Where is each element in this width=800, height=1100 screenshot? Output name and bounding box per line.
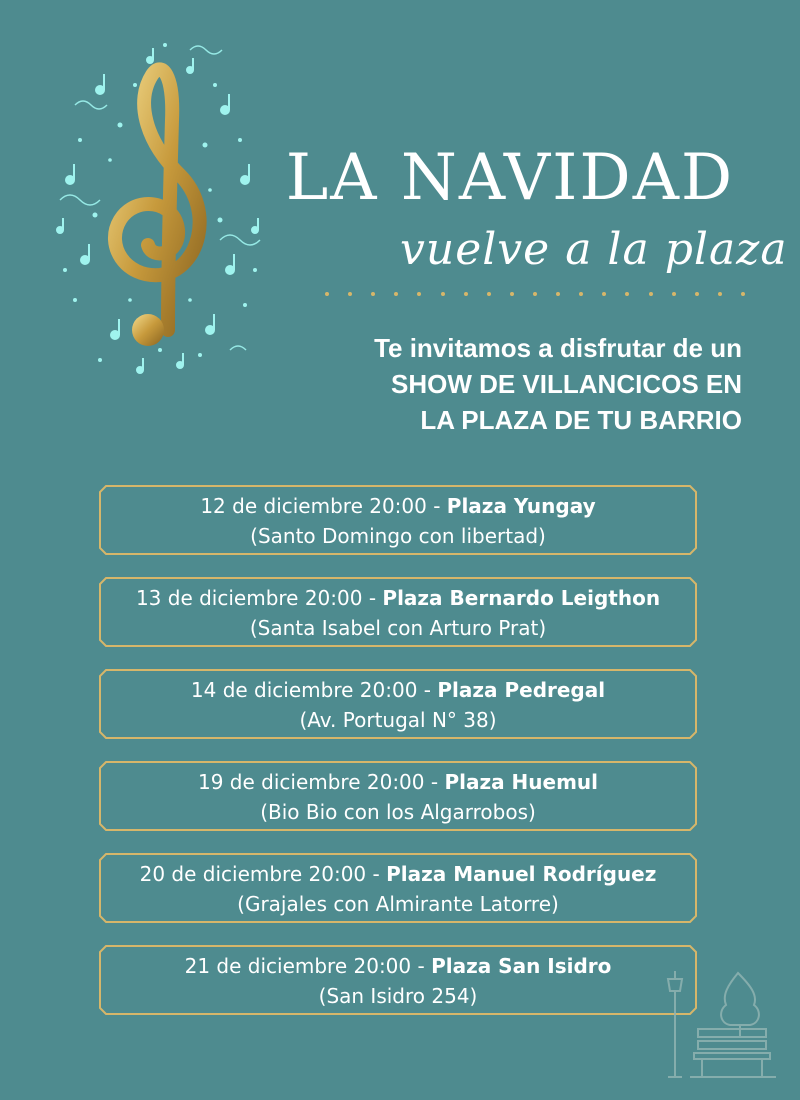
event-address: (Santa Isabel con Arturo Prat) [249,616,547,640]
event-place: Plaza Huemul [444,770,599,794]
event-date: 12 de diciembre 20:00 - [200,494,441,518]
event-card [98,852,698,924]
event-place: Plaza San Isidro [431,954,612,978]
event-card [98,760,698,832]
event-address: (Bio Bio con los Algarrobos) [260,800,536,824]
event-address: (Av. Portugal N° 38) [299,708,497,732]
street-lamp-icon [668,971,682,1077]
event-place: Plaza Pedregal [437,678,606,702]
page-title: LA NAVIDAD [285,141,735,215]
invitation-line-2: SHOW DE VILLANCICOS EN [390,369,742,399]
event-address: (Grajales con Almirante Latorre) [237,892,559,916]
dotted-divider [325,287,745,301]
event-date: 20 de diciembre 20:00 - [139,862,380,886]
invitation-text [374,330,742,438]
park-illustration [660,965,780,1085]
event-place: Plaza Yungay [446,494,596,518]
event-address: (San Isidro 254) [318,984,478,1008]
event-place: Plaza Bernardo Leigthon [382,586,661,610]
park-bench-icon [690,1029,776,1077]
event-card [98,944,698,1016]
page-subtitle: vuelve a la plaza [400,224,788,275]
event-place: Plaza Manuel Rodríguez [386,862,657,886]
tree-icon [721,973,759,1037]
event-date: 19 de diciembre 20:00 - [197,770,439,794]
event-date: 13 de diciembre 20:00 - [135,586,377,610]
invitation-line-1: Te invitamos a disfrutar de un [374,333,742,363]
treble-clef-icon [40,30,280,390]
invitation-line-3: LA PLAZA DE TU BARRIO [420,405,742,435]
event-card [98,484,698,556]
event-address: (Santo Domingo con libertad) [250,524,546,548]
event-card [98,668,698,740]
event-date: 21 de diciembre 20:00 - [184,954,425,978]
event-card [98,576,698,648]
event-date: 14 de diciembre 20:00 - [190,678,431,702]
